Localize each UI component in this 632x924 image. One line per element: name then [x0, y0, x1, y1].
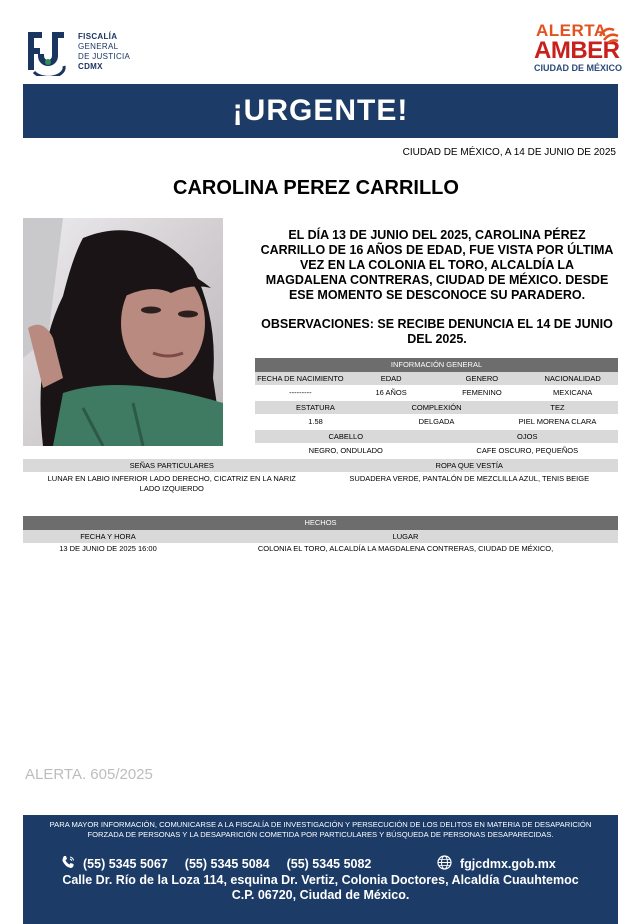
amber-line-2: AMBER — [534, 37, 620, 64]
value-nationality: MEXICANA — [553, 388, 593, 397]
observations-text: OBSERVACIONES: SE RECIBE DENUNCIA EL 14 DE JUNIO DEL 2025. — [261, 317, 613, 346]
header-hair: CABELLO — [328, 432, 364, 441]
header-age: EDAD — [380, 374, 402, 383]
header-gender: GENERO — [465, 374, 499, 383]
logo-line-4: CDMX — [78, 62, 103, 71]
table-row — [255, 385, 618, 401]
footer — [23, 815, 618, 924]
address-line-2: C.P. 06720, Ciudad de México. — [231, 888, 410, 902]
logo-line-2: GENERAL — [78, 42, 119, 51]
table-row — [23, 472, 618, 502]
value-build: DELGADA — [418, 417, 455, 426]
phone-2[interactable]: (55) 5345 5084 — [184, 856, 270, 871]
value-complexion: PIEL MORENA CLARA — [518, 417, 597, 426]
value-clothing: SUDADERA VERDE, PANTALÓN DE MEZCLILLA AZUL, TENIS BEIGE — [349, 474, 590, 483]
header-build: COMPLEXIÓN — [411, 403, 462, 412]
header-birthdate: FECHA DE NACIMIENTO — [257, 374, 344, 383]
general-info-table — [255, 358, 618, 459]
phone-icon — [61, 855, 75, 872]
table-header-row — [255, 372, 618, 385]
address-line-1: Calle Dr. Río de la Loza 114, esquina Dr. Vertiz, Colonia Doctores, Alcaldía Cuauhtemoc — [62, 873, 579, 887]
footer-info: PARA MAYOR INFORMACIÓN, COMUNICARSE A LA FISCALÍA DE INVESTIGACIÓN Y PERSECUCIÓN DE LOS DELITOS EN MATERIA DE DESAPARICIÓN FORZADA DE PERSONAS Y LA DESAPARICIÓN COMETIDA POR PARTICULARES Y BÚSQUEDA DE PERSONAS DESAPARECIDAS. — [49, 820, 592, 839]
value-datetime: 13 DE JUNIO DE 2025 16:00 — [59, 544, 157, 553]
value-gender: FEMENINO — [462, 388, 502, 397]
value-birthdate: --------- — [289, 388, 312, 397]
header-datetime: FECHA Y HORA — [80, 532, 136, 541]
alerta-amber-logo — [530, 22, 622, 82]
header-features: SEÑAS PARTICULARES — [129, 461, 214, 470]
table-header-row — [23, 530, 618, 543]
value-hair: NEGRO, ONDULADO — [308, 446, 383, 455]
table-header-row — [255, 430, 618, 443]
date-line: CIUDAD DE MÉXICO, A 14 DE JUNIO DE 2025 — [402, 147, 616, 158]
facts-table — [23, 516, 618, 555]
value-place: COLONIA EL TORO, ALCALDÍA LA MAGDALENA CONTRERAS, CIUDAD DE MÉXICO, — [257, 544, 554, 553]
urgent-banner — [23, 84, 618, 138]
fgj-logo-text — [78, 32, 130, 72]
value-eyes: CAFE OSCURO, PEQUEÑOS — [476, 446, 579, 455]
table-row — [23, 543, 618, 555]
logo-line-3: DE JUSTICIA — [78, 52, 131, 61]
banner-title: ¡URGENTE! — [232, 94, 409, 127]
phone-3[interactable]: (55) 5345 5082 — [286, 856, 372, 871]
person-name: CAROLINA PEREZ CARRILLO — [173, 177, 459, 199]
amber-line-1: ALERTA — [536, 21, 607, 40]
value-height: 1.58 — [308, 417, 323, 426]
table-row — [255, 443, 618, 459]
footer-phones — [61, 855, 388, 872]
amber-wave-icon — [598, 22, 622, 44]
facts-title: HECHOS — [23, 516, 618, 530]
fgj-logo — [24, 26, 184, 78]
general-info-title: INFORMACIÓN GENERAL — [255, 358, 618, 372]
amber-line-3: CIUDAD DE MÉXICO — [534, 63, 623, 73]
header-clothing: ROPA QUE VESTÍA — [435, 461, 503, 470]
phone-1[interactable]: (55) 5345 5067 — [83, 856, 168, 871]
header-complexion: TEZ — [550, 403, 565, 412]
table-row — [255, 414, 618, 430]
description-text: EL DÍA 13 DE JUNIO DEL 2025, CAROLINA PÉREZ CARRILLO DE 16 AÑOS DE EDAD, FUE VISTA POR ÚLTIMA VEZ EN LA COLONIA EL TORO, ALCALDÍA LA MAGDALENA CONTRERAS, CIUDAD DE MÉXICO. DESDE ESE MOMENTO SE DESCONOCE SU PARADERO. — [260, 228, 614, 302]
globe-icon — [437, 855, 452, 873]
features-table — [23, 459, 618, 502]
table-header-row — [23, 459, 618, 472]
footer-website — [437, 855, 556, 873]
header-nationality: NACIONALIDAD — [544, 374, 601, 383]
website-link[interactable]: fgjcdmx.gob.mx — [460, 857, 556, 871]
value-features: LUNAR EN LABIO INFERIOR LADO DERECHO, CICATRIZ EN LA NARIZ LADO IZQUIERDO — [47, 474, 296, 493]
header-place: LUGAR — [392, 532, 419, 541]
table-header-row — [255, 401, 618, 414]
header-eyes: OJOS — [517, 432, 538, 441]
footer-address — [23, 873, 618, 903]
logo-line-1: FISCALÍA — [78, 32, 118, 41]
person-photo — [23, 218, 223, 446]
value-age: 16 AÑOS — [375, 388, 407, 397]
header-height: ESTATURA — [296, 403, 335, 412]
alert-number: ALERTA. 605/2025 — [25, 766, 153, 783]
fgj-logo-mark — [24, 28, 68, 76]
